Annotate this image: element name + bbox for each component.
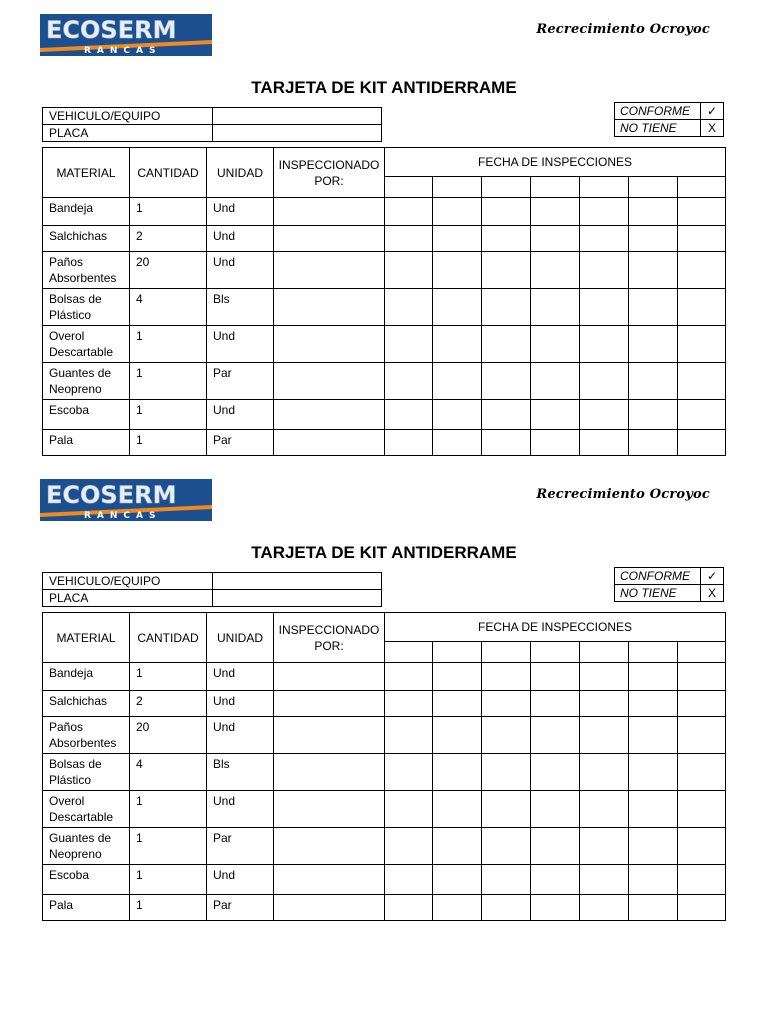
unit-cell: Und <box>207 865 274 895</box>
inspection-date-cell[interactable] <box>629 289 678 326</box>
material-line1: Paños <box>49 720 84 734</box>
inspection-date-cell[interactable] <box>580 895 629 921</box>
date-header-cell[interactable] <box>629 642 678 663</box>
inspection-date-cell[interactable] <box>629 326 678 363</box>
table-row <box>43 252 726 289</box>
logo-brand-name: ECOSERM <box>46 481 177 509</box>
inspection-date-cell[interactable] <box>385 252 433 289</box>
quantity-cell: 1 <box>130 865 207 895</box>
inspector-cell[interactable] <box>274 430 385 456</box>
material-cell <box>43 226 130 252</box>
material-cell <box>43 828 130 865</box>
inspection-date-cell[interactable] <box>678 289 726 326</box>
inspection-date-cell[interactable] <box>433 289 482 326</box>
material-line1: Escoba <box>49 868 90 882</box>
material-line2: Absorbentes <box>49 736 117 750</box>
inspector-cell[interactable] <box>274 828 385 865</box>
date-header-cell[interactable] <box>482 177 531 198</box>
inspection-date-cell[interactable] <box>678 865 726 895</box>
quantity-cell: 1 <box>130 663 207 691</box>
inspection-date-cell[interactable] <box>678 663 726 691</box>
inspector-cell[interactable] <box>274 363 385 400</box>
inspection-date-cell[interactable] <box>678 895 726 921</box>
header-inspeccionado-line2: POR: <box>314 638 344 653</box>
inspection-date-cell[interactable] <box>580 400 629 430</box>
inspection-date-cell[interactable] <box>482 363 531 400</box>
logo-brand-sub: RANCAS <box>84 46 162 56</box>
material-line1: Pala <box>49 898 74 912</box>
header-unidad: UNIDAD <box>207 148 274 198</box>
inspection-table <box>42 612 726 921</box>
inspection-date-cell[interactable] <box>531 326 580 363</box>
quantity-cell: 1 <box>130 198 207 226</box>
ecoserm-logo <box>40 14 212 56</box>
legend-no-tiene-label: NO TIENE <box>615 585 701 602</box>
ecoserm-logo <box>40 479 212 521</box>
material-line1: Guantes de <box>49 366 112 380</box>
unit-cell: Und <box>207 326 274 363</box>
inspection-date-cell[interactable] <box>531 895 580 921</box>
material-line2: Absorbentes <box>49 271 117 285</box>
material-line2: Plástico <box>49 308 92 322</box>
material-cell <box>43 895 130 921</box>
inspection-date-cell[interactable] <box>580 226 629 252</box>
inspection-date-cell[interactable] <box>385 400 433 430</box>
unit-cell: Bls <box>207 754 274 791</box>
inspection-date-cell[interactable] <box>482 289 531 326</box>
vehicle-table <box>42 572 382 607</box>
header-inspeccionado-line1: INSPECCIONADO <box>278 157 380 172</box>
inspection-date-cell[interactable] <box>433 198 482 226</box>
unit-cell: Par <box>207 363 274 400</box>
inspection-date-cell[interactable] <box>433 326 482 363</box>
inspection-date-cell[interactable] <box>678 828 726 865</box>
inspection-date-cell[interactable] <box>580 717 629 754</box>
unit-cell: Par <box>207 430 274 456</box>
inspector-cell[interactable] <box>274 226 385 252</box>
date-header-cell[interactable] <box>531 177 580 198</box>
quantity-cell: 2 <box>130 226 207 252</box>
inspector-cell[interactable] <box>274 198 385 226</box>
inspection-date-cell[interactable] <box>629 828 678 865</box>
material-cell <box>43 326 130 363</box>
inspection-date-cell[interactable] <box>482 791 531 828</box>
material-line2: Descartable <box>49 345 114 359</box>
material-cell <box>43 865 130 895</box>
header-inspeccionado-line1: INSPECCIONADO <box>278 622 380 637</box>
logo-brand-name: ECOSERM <box>46 16 177 44</box>
material-line1: Paños <box>49 255 84 269</box>
inspection-table <box>42 147 726 456</box>
inspector-cell[interactable] <box>274 754 385 791</box>
table-row <box>43 363 726 400</box>
inspector-cell[interactable] <box>274 289 385 326</box>
unit-cell: Und <box>207 717 274 754</box>
logo-brand-sub: RANCAS <box>84 511 162 521</box>
material-cell <box>43 717 130 754</box>
date-header-cell[interactable] <box>580 642 629 663</box>
inspection-date-cell[interactable] <box>678 326 726 363</box>
inspection-date-cell[interactable] <box>678 717 726 754</box>
location-label: Recrecimiento Ocroyoc <box>536 487 710 502</box>
material-cell <box>43 363 130 400</box>
unit-cell: Par <box>207 895 274 921</box>
quantity-cell: 1 <box>130 326 207 363</box>
material-line1: Overol <box>49 794 85 808</box>
card-title: TARJETA DE KIT ANTIDERRAME <box>251 78 517 97</box>
unit-cell: Par <box>207 828 274 865</box>
material-line1: Pala <box>49 433 74 447</box>
inspection-date-cell[interactable] <box>678 791 726 828</box>
inspection-date-cell[interactable] <box>482 226 531 252</box>
unit-cell: Und <box>207 791 274 828</box>
location-label: Recrecimiento Ocroyoc <box>536 22 710 37</box>
plate-label: PLACA <box>43 590 213 607</box>
date-header-cell[interactable] <box>433 177 482 198</box>
inspector-cell[interactable] <box>274 895 385 921</box>
inspection-date-cell[interactable] <box>385 326 433 363</box>
inspection-date-cell[interactable] <box>629 895 678 921</box>
quantity-cell: 2 <box>130 691 207 717</box>
material-line1: Overol <box>49 329 85 343</box>
inspection-date-cell[interactable] <box>482 865 531 895</box>
check-icon: ✓ <box>701 103 724 120</box>
quantity-cell: 20 <box>130 717 207 754</box>
material-cell <box>43 252 130 289</box>
quantity-cell: 1 <box>130 895 207 921</box>
header-material: MATERIAL <box>43 148 130 198</box>
material-line2: Descartable <box>49 810 114 824</box>
inspection-date-cell[interactable] <box>531 754 580 791</box>
inspector-cell[interactable] <box>274 252 385 289</box>
unit-cell: Und <box>207 198 274 226</box>
inspection-date-cell[interactable] <box>433 865 482 895</box>
date-header-cell[interactable] <box>629 177 678 198</box>
vehicle-label: VEHICULO/EQUIPO <box>43 573 213 590</box>
plate-value-field[interactable] <box>213 590 382 607</box>
inspection-date-cell[interactable] <box>531 363 580 400</box>
inspection-date-cell[interactable] <box>433 717 482 754</box>
check-icon: ✓ <box>701 568 724 585</box>
inspection-date-cell[interactable] <box>678 226 726 252</box>
table-row <box>43 226 726 252</box>
material-line1: Bolsas de <box>49 757 102 771</box>
inspection-date-cell[interactable] <box>629 430 678 456</box>
inspection-date-cell[interactable] <box>433 400 482 430</box>
inspection-date-cell[interactable] <box>678 363 726 400</box>
inspection-date-cell[interactable] <box>531 226 580 252</box>
inspection-date-cell[interactable] <box>385 865 433 895</box>
material-line2: Neopreno <box>49 847 102 861</box>
inspection-date-cell[interactable] <box>580 430 629 456</box>
inspection-date-cell[interactable] <box>385 691 433 717</box>
inspection-date-cell[interactable] <box>531 252 580 289</box>
inspection-date-cell[interactable] <box>433 663 482 691</box>
table-row <box>43 400 726 430</box>
inspection-date-cell[interactable] <box>385 430 433 456</box>
inspection-date-cell[interactable] <box>531 430 580 456</box>
table-row <box>43 754 726 791</box>
quantity-cell: 4 <box>130 754 207 791</box>
table-row <box>43 865 726 895</box>
table-row <box>43 791 726 828</box>
legend-conforme-label: CONFORME <box>615 103 701 120</box>
legend-conforme-label: CONFORME <box>615 568 701 585</box>
x-icon: X <box>701 120 724 137</box>
inspection-date-cell[interactable] <box>482 717 531 754</box>
inspection-date-cell[interactable] <box>385 895 433 921</box>
date-header-cell[interactable] <box>678 642 726 663</box>
inspector-cell[interactable] <box>274 691 385 717</box>
quantity-cell: 1 <box>130 400 207 430</box>
inspection-date-cell[interactable] <box>385 828 433 865</box>
material-line2: Plástico <box>49 773 92 787</box>
inspection-date-cell[interactable] <box>433 226 482 252</box>
header-fechas: FECHA DE INSPECCIONES <box>385 148 726 177</box>
material-line1: Salchichas <box>49 229 108 243</box>
inspection-date-cell[interactable] <box>433 895 482 921</box>
inspection-date-cell[interactable] <box>433 828 482 865</box>
inspection-date-cell[interactable] <box>433 430 482 456</box>
inspection-date-cell[interactable] <box>629 363 678 400</box>
inspection-date-cell[interactable] <box>678 430 726 456</box>
inspection-date-cell[interactable] <box>482 691 531 717</box>
plate-value-field[interactable] <box>213 125 382 142</box>
inspection-date-cell[interactable] <box>629 754 678 791</box>
inspection-date-cell[interactable] <box>580 663 629 691</box>
inspection-date-cell[interactable] <box>580 198 629 226</box>
inspection-date-cell[interactable] <box>385 198 433 226</box>
inspection-date-cell[interactable] <box>629 865 678 895</box>
header-inspeccionado <box>274 148 385 198</box>
inspection-date-cell[interactable] <box>580 363 629 400</box>
material-cell <box>43 198 130 226</box>
vehicle-value-field[interactable] <box>213 108 382 125</box>
inspection-date-cell[interactable] <box>482 430 531 456</box>
table-row <box>43 430 726 456</box>
inspection-date-cell[interactable] <box>531 717 580 754</box>
unit-cell: Und <box>207 400 274 430</box>
header-fechas: FECHA DE INSPECCIONES <box>385 613 726 642</box>
inspection-date-cell[interactable] <box>482 400 531 430</box>
date-header-cell[interactable] <box>531 642 580 663</box>
material-cell <box>43 430 130 456</box>
inspection-date-cell[interactable] <box>482 198 531 226</box>
header-inspeccionado <box>274 613 385 663</box>
inspection-date-cell[interactable] <box>580 791 629 828</box>
inspection-date-cell[interactable] <box>531 865 580 895</box>
material-cell <box>43 754 130 791</box>
inspection-date-cell[interactable] <box>385 717 433 754</box>
inspection-date-cell[interactable] <box>531 400 580 430</box>
unit-cell: Und <box>207 691 274 717</box>
date-header-cell[interactable] <box>482 642 531 663</box>
inspection-date-cell[interactable] <box>678 691 726 717</box>
material-cell <box>43 691 130 717</box>
inspection-date-cell[interactable] <box>433 363 482 400</box>
plate-label: PLACA <box>43 125 213 142</box>
inspection-date-cell[interactable] <box>580 252 629 289</box>
table-row <box>43 198 726 226</box>
inspector-cell[interactable] <box>274 400 385 430</box>
card-title: TARJETA DE KIT ANTIDERRAME <box>251 543 517 562</box>
date-header-cell[interactable] <box>580 177 629 198</box>
inspection-date-cell[interactable] <box>385 663 433 691</box>
date-header-cell[interactable] <box>678 177 726 198</box>
unit-cell: Und <box>207 226 274 252</box>
date-header-cell[interactable] <box>433 642 482 663</box>
table-row <box>43 717 726 754</box>
material-line1: Bolsas de <box>49 292 102 306</box>
legend-table <box>614 567 724 602</box>
inspection-date-cell[interactable] <box>678 198 726 226</box>
inspection-date-cell[interactable] <box>531 198 580 226</box>
header-material: MATERIAL <box>43 613 130 663</box>
inspection-date-cell[interactable] <box>629 252 678 289</box>
spill-kit-card-1 <box>0 0 768 460</box>
header-unidad: UNIDAD <box>207 613 274 663</box>
inspection-date-cell[interactable] <box>580 754 629 791</box>
inspection-date-cell[interactable] <box>433 791 482 828</box>
inspection-date-cell[interactable] <box>433 252 482 289</box>
table-row <box>43 289 726 326</box>
inspection-date-cell[interactable] <box>629 226 678 252</box>
inspector-cell[interactable] <box>274 663 385 691</box>
inspection-date-cell[interactable] <box>385 289 433 326</box>
inspection-date-cell[interactable] <box>580 865 629 895</box>
table-row <box>43 663 726 691</box>
inspector-cell[interactable] <box>274 791 385 828</box>
inspection-date-cell[interactable] <box>482 895 531 921</box>
inspection-date-cell[interactable] <box>678 754 726 791</box>
vehicle-label: VEHICULO/EQUIPO <box>43 108 213 125</box>
inspection-date-cell[interactable] <box>482 828 531 865</box>
table-row <box>43 895 726 921</box>
material-line1: Salchichas <box>49 694 108 708</box>
inspection-date-cell[interactable] <box>385 226 433 252</box>
inspection-date-cell[interactable] <box>482 252 531 289</box>
inspection-date-cell[interactable] <box>385 791 433 828</box>
inspection-date-cell[interactable] <box>385 754 433 791</box>
inspection-date-cell[interactable] <box>629 400 678 430</box>
material-cell <box>43 663 130 691</box>
x-icon: X <box>701 585 724 602</box>
spill-kit-card-2 <box>0 465 768 925</box>
legend-no-tiene-label: NO TIENE <box>615 120 701 137</box>
quantity-cell: 1 <box>130 791 207 828</box>
inspection-date-cell[interactable] <box>482 663 531 691</box>
inspection-date-cell[interactable] <box>580 828 629 865</box>
inspection-date-cell[interactable] <box>678 400 726 430</box>
inspection-date-cell[interactable] <box>482 754 531 791</box>
quantity-cell: 1 <box>130 828 207 865</box>
header-cantidad: CANTIDAD <box>130 148 207 198</box>
table-row <box>43 691 726 717</box>
inspection-date-cell[interactable] <box>482 326 531 363</box>
inspection-date-cell[interactable] <box>629 791 678 828</box>
date-header-cell[interactable] <box>385 177 433 198</box>
inspection-date-cell[interactable] <box>580 691 629 717</box>
material-line1: Escoba <box>49 403 90 417</box>
inspection-date-cell[interactable] <box>531 791 580 828</box>
unit-cell: Bls <box>207 289 274 326</box>
inspection-date-cell[interactable] <box>580 326 629 363</box>
vehicle-value-field[interactable] <box>213 573 382 590</box>
table-row <box>43 326 726 363</box>
material-cell <box>43 289 130 326</box>
date-header-cell[interactable] <box>385 642 433 663</box>
unit-cell: Und <box>207 663 274 691</box>
header-cantidad: CANTIDAD <box>130 613 207 663</box>
inspection-date-cell[interactable] <box>531 289 580 326</box>
inspection-date-cell[interactable] <box>531 828 580 865</box>
inspector-cell[interactable] <box>274 326 385 363</box>
quantity-cell: 4 <box>130 289 207 326</box>
material-line2: Neopreno <box>49 382 102 396</box>
vehicle-table <box>42 107 382 142</box>
table-row <box>43 828 726 865</box>
inspection-date-cell[interactable] <box>629 691 678 717</box>
inspector-cell[interactable] <box>274 717 385 754</box>
inspection-date-cell[interactable] <box>433 754 482 791</box>
inspection-date-cell[interactable] <box>385 363 433 400</box>
inspection-date-cell[interactable] <box>580 289 629 326</box>
quantity-cell: 1 <box>130 430 207 456</box>
inspection-date-cell[interactable] <box>629 198 678 226</box>
inspection-date-cell[interactable] <box>678 252 726 289</box>
material-cell <box>43 400 130 430</box>
inspection-date-cell[interactable] <box>629 717 678 754</box>
inspector-cell[interactable] <box>274 865 385 895</box>
inspection-date-cell[interactable] <box>433 691 482 717</box>
material-line1: Bandeja <box>49 666 94 680</box>
legend-table <box>614 102 724 137</box>
material-cell <box>43 791 130 828</box>
header-inspeccionado-line2: POR: <box>314 173 344 188</box>
inspection-date-cell[interactable] <box>629 663 678 691</box>
quantity-cell: 1 <box>130 363 207 400</box>
material-line1: Bandeja <box>49 201 94 215</box>
inspection-date-cell[interactable] <box>531 691 580 717</box>
unit-cell: Und <box>207 252 274 289</box>
quantity-cell: 20 <box>130 252 207 289</box>
material-line1: Guantes de <box>49 831 112 845</box>
inspection-date-cell[interactable] <box>531 663 580 691</box>
